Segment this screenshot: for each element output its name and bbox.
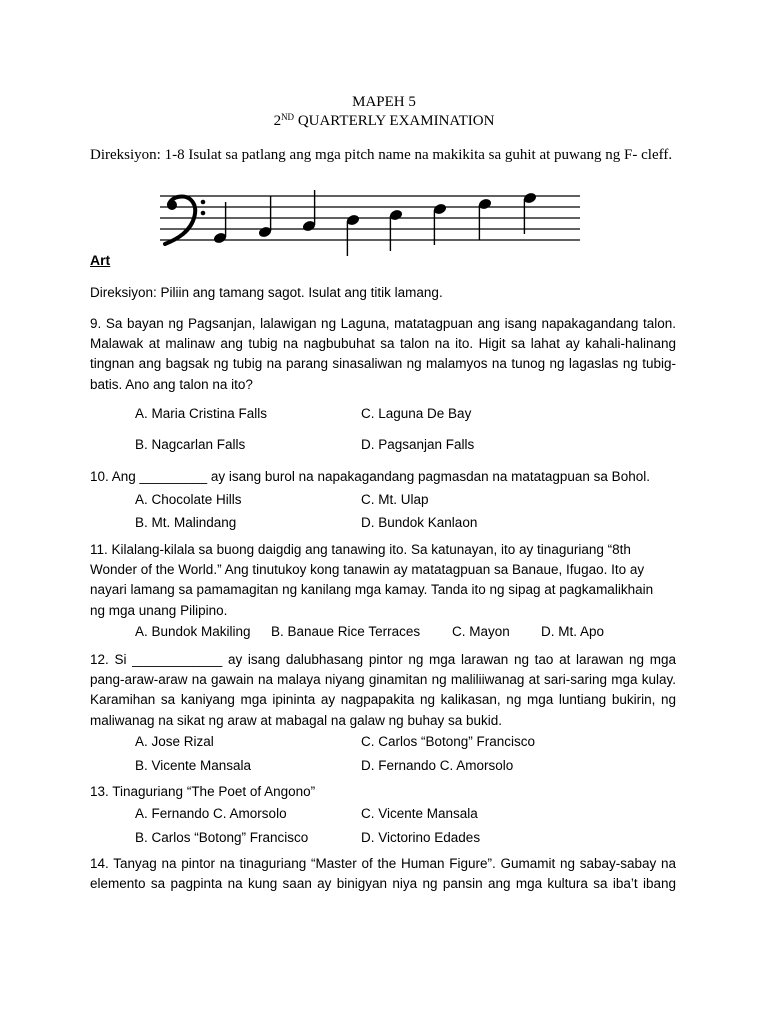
question-9-choice-c: C. Laguna De Bay xyxy=(361,406,472,421)
question-12-choice-a: A. Jose Rizal xyxy=(135,734,214,749)
staff-notes xyxy=(213,190,538,256)
question-11-choice-b: B. Banaue Rice Terraces xyxy=(271,624,421,639)
question-14-line-1: 14. Tanyag na pintor na tinaguriang “Master of the Human Figure”. Gumamit ng sabay-sabay na xyxy=(90,856,676,871)
question-13-choice-c: C. Vicente Mansala xyxy=(361,806,478,821)
art-directions xyxy=(90,283,676,303)
question-9-choice-a: A. Maria Cristina Falls xyxy=(135,406,268,421)
question-9-text: 9. Sa bayan ng Pagsanjan, lalawigan ng Laguna, matatagpuan ang isang napakagandang talon. Malawak at malinaw ang tubig na nagbubuhat sa talon na ito. Higit sa lahat ay kahali-halinang tingnan ang bagsak ng tubig na parang sinasaliwan ng malamyos na tunog ng lagaslas ng tubig-batis. Ano ang talon na ito? xyxy=(90,316,676,392)
question-10-blank: _________ xyxy=(139,469,208,484)
question-13-text: 13. Tinaguriang “The Poet of Angono” xyxy=(90,784,316,799)
question-11-choice-d: D. Mt. Apo xyxy=(541,624,605,639)
exam-title xyxy=(0,112,768,130)
question-11-choice-c: C. Mayon xyxy=(452,624,510,639)
question-10-choice-b: B. Mt. Malindang xyxy=(135,515,237,530)
exam-ordinal-number: 2 xyxy=(273,113,282,129)
question-12-choice-c: C. Carlos “Botong” Francisco xyxy=(361,734,536,749)
question-11-text: 11. Kilalang-kilala sa buong daigdig ang tanawing ito. Sa katunayan, ito ay tinaguriang “8th Wonder of the World.” Ang tinutukoy kong tanawin ay matatagpuan sa Banaue, Ifugao. Ito ay nayari lamang sa pamamagitan ng kanilang mga kamay. Tanda ito ng sipag at pagkamalikhain ng mga unang Pilipino. xyxy=(90,542,654,618)
question-10-choice-c: C. Mt. Ulap xyxy=(361,492,429,507)
question-12-choice-d: D. Fernando C. Amorsolo xyxy=(361,758,514,773)
question-12-choice-b: B. Vicente Mansala xyxy=(135,758,252,773)
bass-clef-staff xyxy=(155,180,585,265)
question-10-text-after: ay isang burol na napakagandang pagmasdan na matatagpuan sa Bohol. xyxy=(207,469,650,484)
music-directions: Direksiyon: 1-8 Isulat sa patlang ang mga pitch name na makikita sa guhit at puwang ng F- cleff. xyxy=(90,147,673,163)
question-9-choice-d: D. Pagsanjan Falls xyxy=(361,437,475,452)
bass-clef-icon xyxy=(165,197,205,244)
question-10-text xyxy=(90,467,676,487)
question-9-choice-b: B. Nagcarlan Falls xyxy=(135,437,246,452)
question-13-choice-d: D. Victorino Edades xyxy=(361,830,481,845)
question-10-choice-a: A. Chocolate Hills xyxy=(135,492,242,507)
exam-title-text: QUARTERLY EXAMINATION xyxy=(294,113,495,129)
exam-subject-title: MAPEH 5 xyxy=(352,94,416,110)
question-11-choice-a: A. Bundok Makiling xyxy=(135,624,251,639)
art-directions-label: Direksiyon xyxy=(90,285,154,300)
question-14-line-2: elemento sa pagpinta na kung saan ay binigyan niya ng pansin ang mga kultura sa iba’t ibang xyxy=(90,876,676,891)
art-directions-text: : Piliin ang tamang sagot. Isulat ang titik lamang. xyxy=(153,285,443,300)
question-13-choice-b: B. Carlos “Botong” Francisco xyxy=(135,830,309,845)
question-12-text: 12. Si ____________ ay isang dalubhasang pintor ng mga larawan ng tao at larawan ng mga pang-araw-araw na gawain na malaya niyang ginamitan ng maliliiwanag at sari-saring mga kulay. Karamihan sa kaniyang mga ipininta ay nagpapakita ng kalikasan, ng mga luntiang bukirin, ng maliwanag na sikat ng araw at mabagal na galaw ng buhay sa bukid. xyxy=(90,652,676,728)
question-10-choice-d: D. Bundok Kanlaon xyxy=(361,515,478,530)
question-13-choice-a: A. Fernando C. Amorsolo xyxy=(135,806,287,821)
exam-ordinal-suffix: ND xyxy=(281,112,295,122)
question-10-text-before: 10. Ang xyxy=(90,469,140,484)
art-section-heading: Art xyxy=(90,252,111,268)
